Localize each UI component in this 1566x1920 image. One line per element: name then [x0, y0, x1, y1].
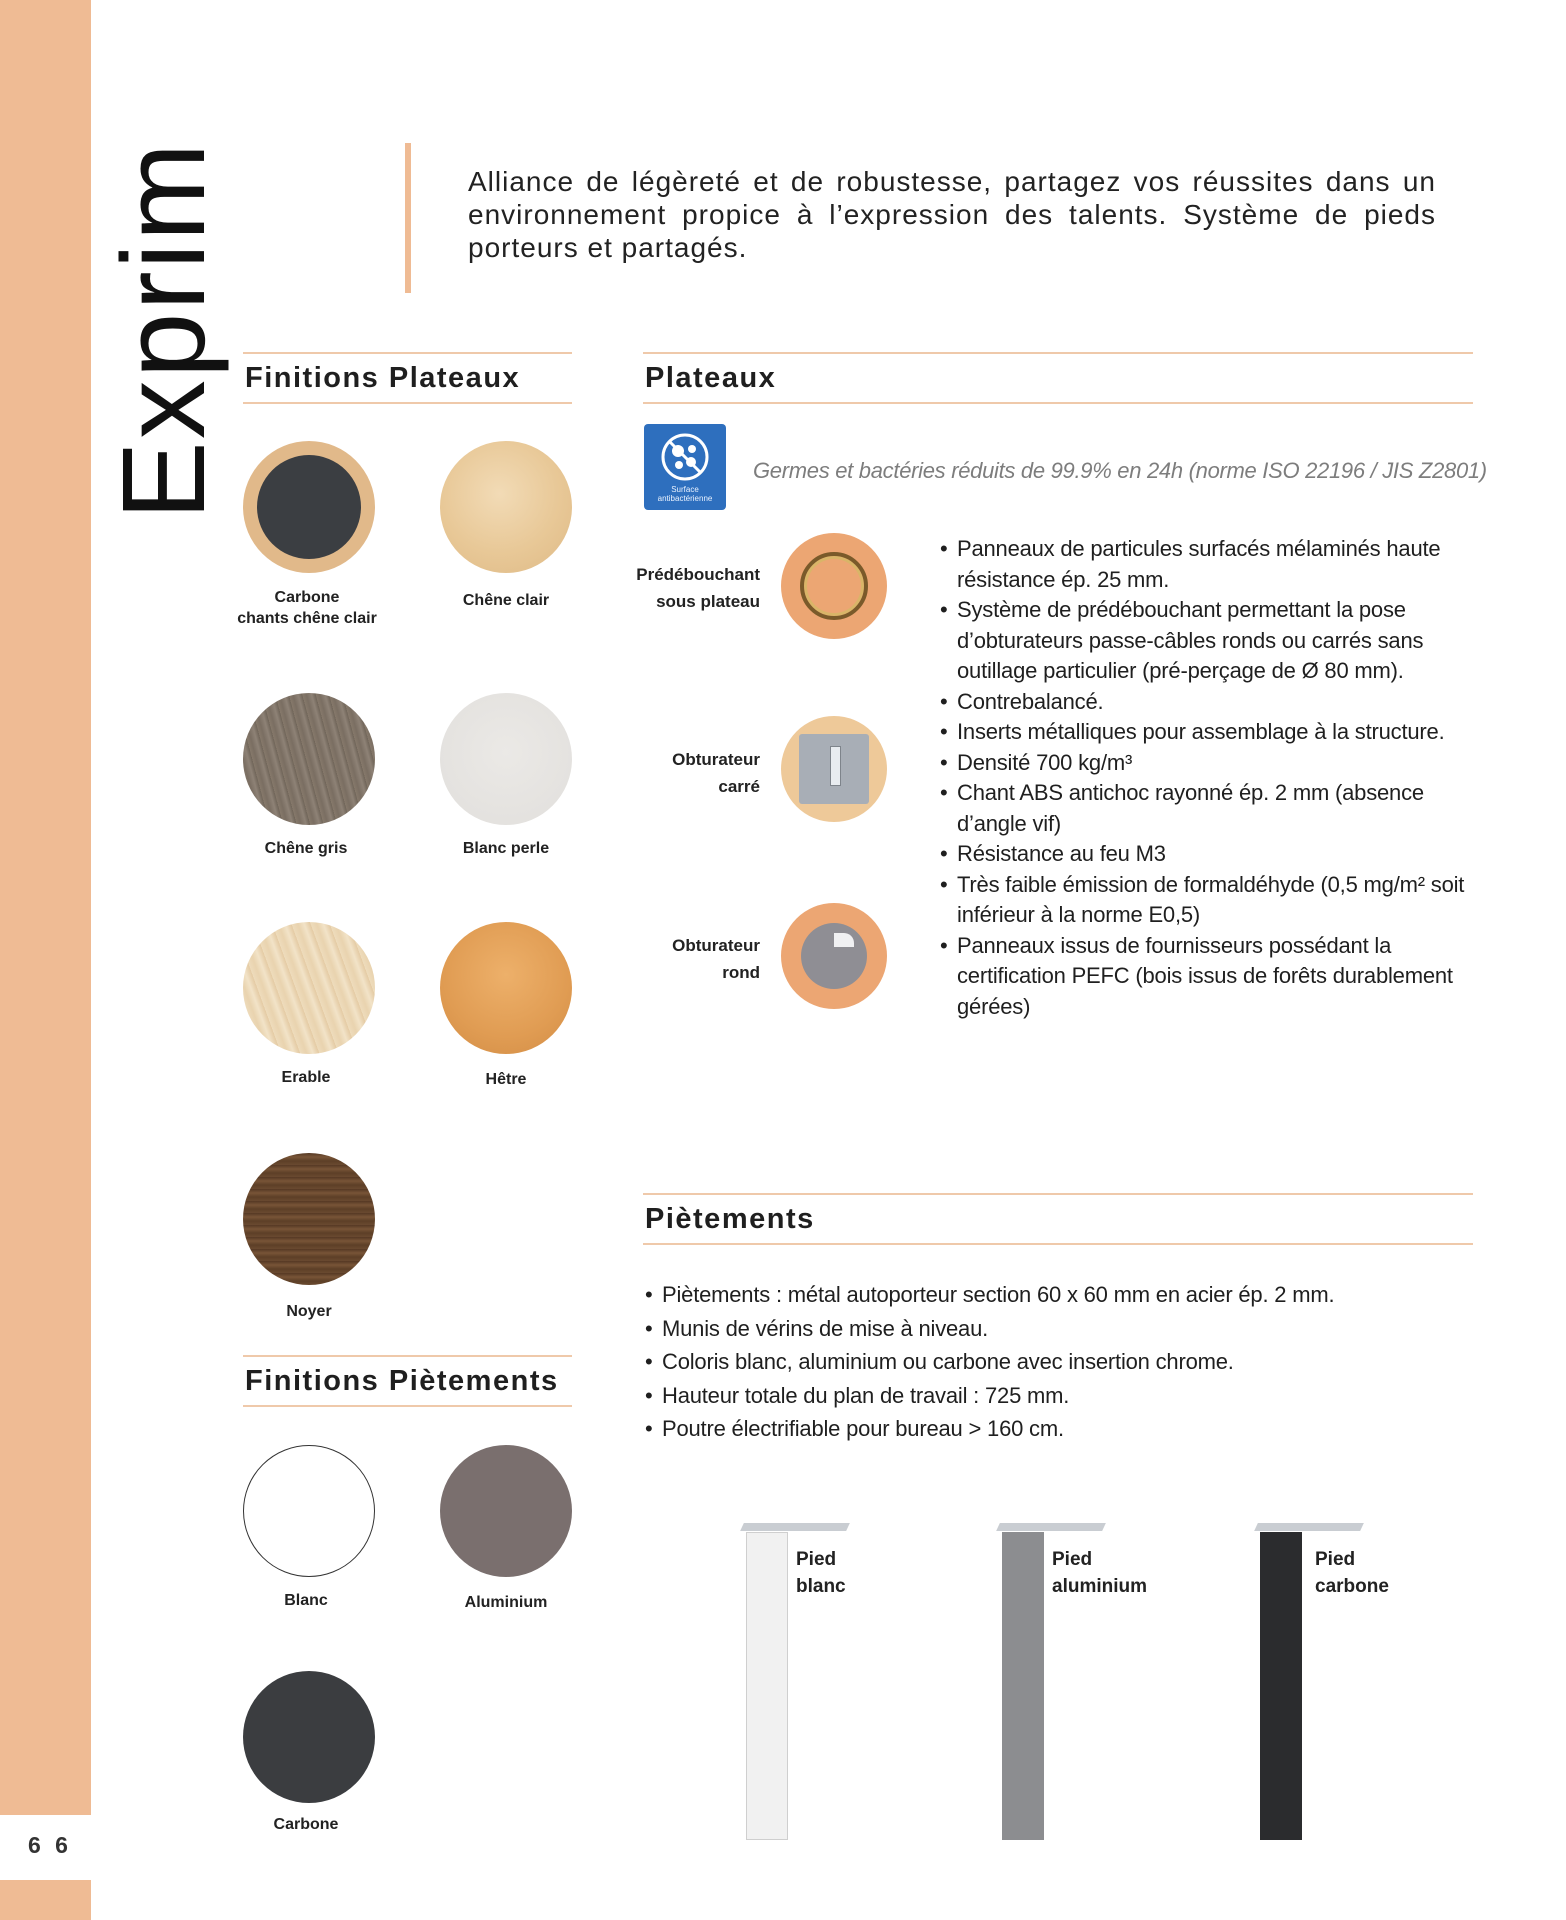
swatch-blanc-perle: [440, 693, 572, 825]
swatch-label: Blanc perle: [462, 840, 550, 857]
obturateur-rond-image: [781, 903, 887, 1009]
option-label-obturateur-rond: Obturateur rond: [672, 936, 760, 982]
list-item: • Panneaux de particules surfacés mélaminés haute résistance ép. 25 mm.: [940, 534, 1470, 595]
swatch-label: Hêtre: [485, 1071, 527, 1088]
swatch-label: Erable: [281, 1069, 331, 1086]
swatch-carbone: [243, 1671, 375, 1803]
leg-shaft: [1002, 1532, 1044, 1840]
list-item: • Panneaux issus de fournisseurs possédant la certification PEFC (bois issus de forêts durablement gérées): [940, 931, 1470, 1023]
plateaux-heading: Plateaux: [643, 352, 1473, 404]
logo-caption: Surface antibactérienne: [657, 485, 713, 503]
leg-label-aluminium: Pied aluminium: [1052, 1549, 1148, 1597]
antibacterial-surface-logo: [644, 424, 726, 510]
antibacterial-note: Germes et bactéries réduits de 99.9% en 24h (norme ISO 22196 / JIS Z2801): [753, 458, 1487, 483]
swatch-carbone-chants-chene-clair: [243, 441, 375, 573]
leg-plate: [740, 1523, 850, 1531]
leg-label-blanc: Pied blanc: [796, 1549, 846, 1597]
intro-accent-bar: [405, 143, 411, 293]
list-item: • Inserts métalliques pour assemblage à la structure.: [940, 717, 1470, 748]
swatch-erable: [243, 922, 375, 1054]
list-item: • Résistance au feu M3: [940, 839, 1470, 870]
swatch-blanc: [243, 1445, 375, 1577]
sidebar-band: [0, 0, 91, 1815]
obturateur-carre-image: [781, 716, 887, 822]
swatch-label: Chêne clair: [462, 592, 550, 609]
finitions-plateaux-heading: Finitions Plateaux: [243, 352, 572, 404]
swatch-label: Aluminium: [464, 1594, 548, 1611]
list-item: • Poutre électrifiable pour bureau > 160 cm.: [645, 1412, 1465, 1446]
antibacterial-icon: [644, 424, 726, 486]
swatch-label: Carbone: [273, 1816, 339, 1833]
leg-shaft: [1260, 1532, 1302, 1840]
swatch-noyer: [243, 1153, 375, 1285]
option-label-obturateur-carre: Obturateur carré: [672, 750, 760, 796]
list-item: • Coloris blanc, aluminium ou carbone avec insertion chrome.: [645, 1345, 1465, 1379]
list-item: • Hauteur totale du plan de travail : 725 mm.: [645, 1379, 1465, 1413]
list-item: • Piètements : métal autoporteur section 60 x 60 mm en acier ép. 2 mm.: [645, 1278, 1465, 1312]
swatch-label: Carbone chants chêne clair: [237, 589, 377, 627]
sidebar-band-bottom: [0, 1880, 91, 1920]
swatch-label: Noyer: [286, 1303, 332, 1320]
swatch-label: Blanc: [284, 1592, 328, 1609]
list-item: • Système de prédébouchant permettant la pose d’obturateurs passe-câbles ronds ou carrés sans outillage particulier (pré-perçage de Ø 80 mm).: [940, 595, 1470, 687]
leg-plate: [1254, 1523, 1364, 1531]
list-item: • Munis de vérins de mise à niveau.: [645, 1312, 1465, 1346]
pietements-heading: Piètements: [643, 1193, 1473, 1245]
list-item: • Très faible émission de formaldéhyde (0,5 mg/m² soit inférieur à la norme E0,5): [940, 870, 1470, 931]
swatch-aluminium: [440, 1445, 572, 1577]
swatch-chene-clair: [440, 441, 572, 573]
leg-plate: [996, 1523, 1106, 1531]
list-item: • Chant ABS antichoc rayonné ép. 2 mm (absence d’angle vif): [940, 778, 1470, 839]
intro-text: Alliance de légèreté et de robustesse, partagez vos réussites dans un environnement propice à l’expression des talents. Système de pieds porteurs et partagés.: [468, 166, 1436, 263]
swatch-hetre: [440, 922, 572, 1054]
finitions-pietements-heading: Finitions Piètements: [243, 1355, 572, 1407]
leg-shaft: [746, 1532, 788, 1840]
list-item: • Contrebalancé.: [940, 687, 1470, 718]
option-label-predebouchant: Prédébouchant sous plateau: [636, 565, 760, 611]
leg-label-carbone: Pied carbone: [1315, 1549, 1389, 1597]
swatch-label: Chêne gris: [264, 840, 348, 857]
pietements-bullet-list: [645, 1278, 1465, 1446]
page-title: Exprim: [98, 140, 230, 520]
list-item: • Densité 700 kg/m³: [940, 748, 1470, 779]
plateaux-bullet-list: [940, 534, 1470, 1022]
swatch-chene-gris: [243, 693, 375, 825]
page-number: 6 6: [28, 1832, 72, 1858]
predebouchant-image: [781, 533, 887, 639]
